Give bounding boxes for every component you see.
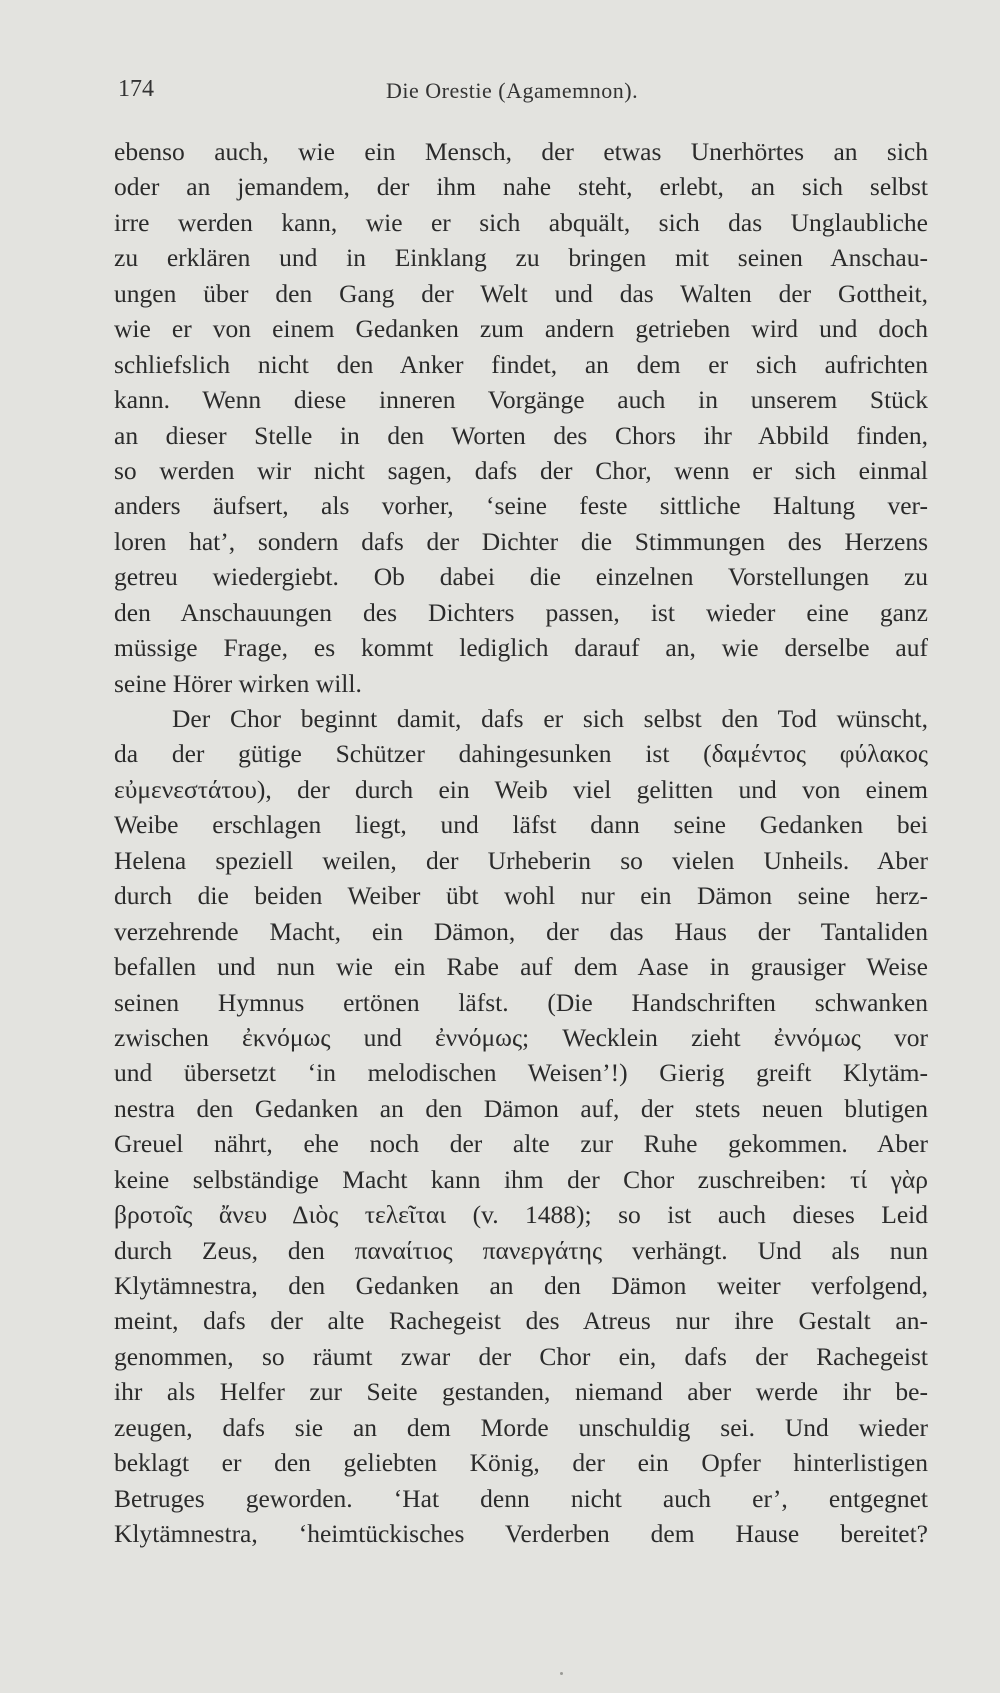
text-line: βροτοῖς ἄνευ Διὸς τελεῖται (v. 1488); so ist auch dieses Leid xyxy=(114,1200,928,1230)
text-line: beklagt er den geliebten König, der ein Opfer hinterlistigen xyxy=(114,1448,928,1478)
text-line: befallen und nun wie ein Rabe auf dem Aase in grausiger Weise xyxy=(114,952,928,982)
text-line: zwischen ἐκνόμως und ἐννόμως; Wecklein zieht ἐννόμως vor xyxy=(114,1022,928,1052)
text-line: seinen Hymnus ertönen läfst. (Die Handschriften schwanken xyxy=(114,987,928,1017)
text-line: schliefslich nicht den Anker findet, an dem er sich aufrichten xyxy=(114,349,928,379)
text-line: meint, dafs der alte Rachegeist des Atreus nur ihre Gestalt an- xyxy=(114,1306,928,1336)
text-line: Betruges geworden. ‘Hat denn nicht auch er’, entgegnet xyxy=(114,1483,928,1513)
text-line: durch Zeus, den παναίτιος πανεργάτης verhängt. Und als nun xyxy=(114,1235,928,1265)
text-line: an dieser Stelle in den Worten des Chors ihr Abbild finden, xyxy=(114,420,928,450)
text-line: Helena speziell weilen, der Urheberin so vielen Unheils. Aber xyxy=(114,845,928,875)
text-line: genommen, so räumt zwar der Chor ein, dafs der Rachegeist xyxy=(114,1341,928,1371)
text-line: anders äufsert, als vorher, ‘seine feste sittliche Haltung ver- xyxy=(114,491,928,521)
text-line: keine selbständige Macht kann ihm der Chor zuschreiben: τί γὰρ xyxy=(114,1164,928,1194)
text-line: εὐμενεστάτου), der durch ein Weib viel gelitten und von einem xyxy=(114,774,928,804)
text-line: loren hat’, sondern dafs der Dichter die Stimmungen des Herzens xyxy=(114,526,928,556)
text-line: Greuel nährt, ehe noch der alte zur Ruhe gekommen. Aber xyxy=(114,1129,928,1159)
text-line: Klytämnestra, den Gedanken an den Dämon weiter verfolgend, xyxy=(114,1271,928,1300)
text-line: seine Hörer wirken will. xyxy=(114,668,362,698)
text-line: und übersetzt ‘in melodischen Weisen’!) Gierig greift Klytäm- xyxy=(114,1058,928,1088)
text-line: verzehrende Macht, ein Dämon, der das Haus der Tantaliden xyxy=(114,916,928,946)
text-line: oder an jemandem, der ihm nahe steht, erlebt, an sich selbst xyxy=(114,172,928,202)
body-text xyxy=(114,134,928,1552)
running-title: Die Orestie (Agamemnon). xyxy=(386,78,639,103)
page-number: 174 xyxy=(118,76,154,102)
text-line: kann. Wenn diese inneren Vorgänge auch in unserem Stück xyxy=(114,385,928,415)
paragraph-start-line: Der Chor beginnt damit, dafs er sich selbst den Tod wünscht, xyxy=(172,704,928,733)
text-line: da der gütige Schützer dahingesunken ist (δαμέντος φύλακος xyxy=(114,739,928,769)
text-line: so werden wir nicht sagen, dafs der Chor, wenn er sich einmal xyxy=(114,455,928,485)
text-line: durch die beiden Weiber übt wohl nur ein Dämon seine herz- xyxy=(114,881,928,911)
text-line: ebenso auch, wie ein Mensch, der etwas Unerhörtes an sich xyxy=(114,137,928,166)
text-line: ihr als Helfer zur Seite gestanden, niemand aber werde ihr be- xyxy=(114,1377,928,1407)
text-line: zeugen, dafs sie an dem Morde unschuldig sei. Und wieder xyxy=(114,1412,928,1442)
text-line: wie er von einem Gedanken zum andern getrieben wird und doch xyxy=(114,314,928,344)
text-line: den Anschauungen des Dichters passen, ist wieder eine ganz xyxy=(114,597,928,627)
text-line: müssige Frage, es kommt lediglich darauf an, wie derselbe auf xyxy=(114,633,928,663)
text-line: irre werden kann, wie er sich abquält, sich das Unglaubliche xyxy=(114,207,928,237)
running-head xyxy=(118,76,928,116)
text-line: Klytämnestra, ‘heimtückisches Verderben dem Hause bereitet? xyxy=(114,1519,928,1549)
text-line: zu erklären und in Einklang zu bringen mit seinen Anschau- xyxy=(114,243,928,273)
text-line: ungen über den Gang der Welt und das Walten der Gottheit, xyxy=(114,278,928,308)
text-line: getreu wiedergiebt. Ob dabei die einzelnen Vorstellungen zu xyxy=(114,562,928,592)
paper-speck xyxy=(560,1672,563,1675)
text-line: Weibe erschlagen liegt, und läfst dann seine Gedanken bei xyxy=(114,810,928,840)
text-line: nestra den Gedanken an den Dämon auf, der stets neuen blutigen xyxy=(114,1093,928,1123)
